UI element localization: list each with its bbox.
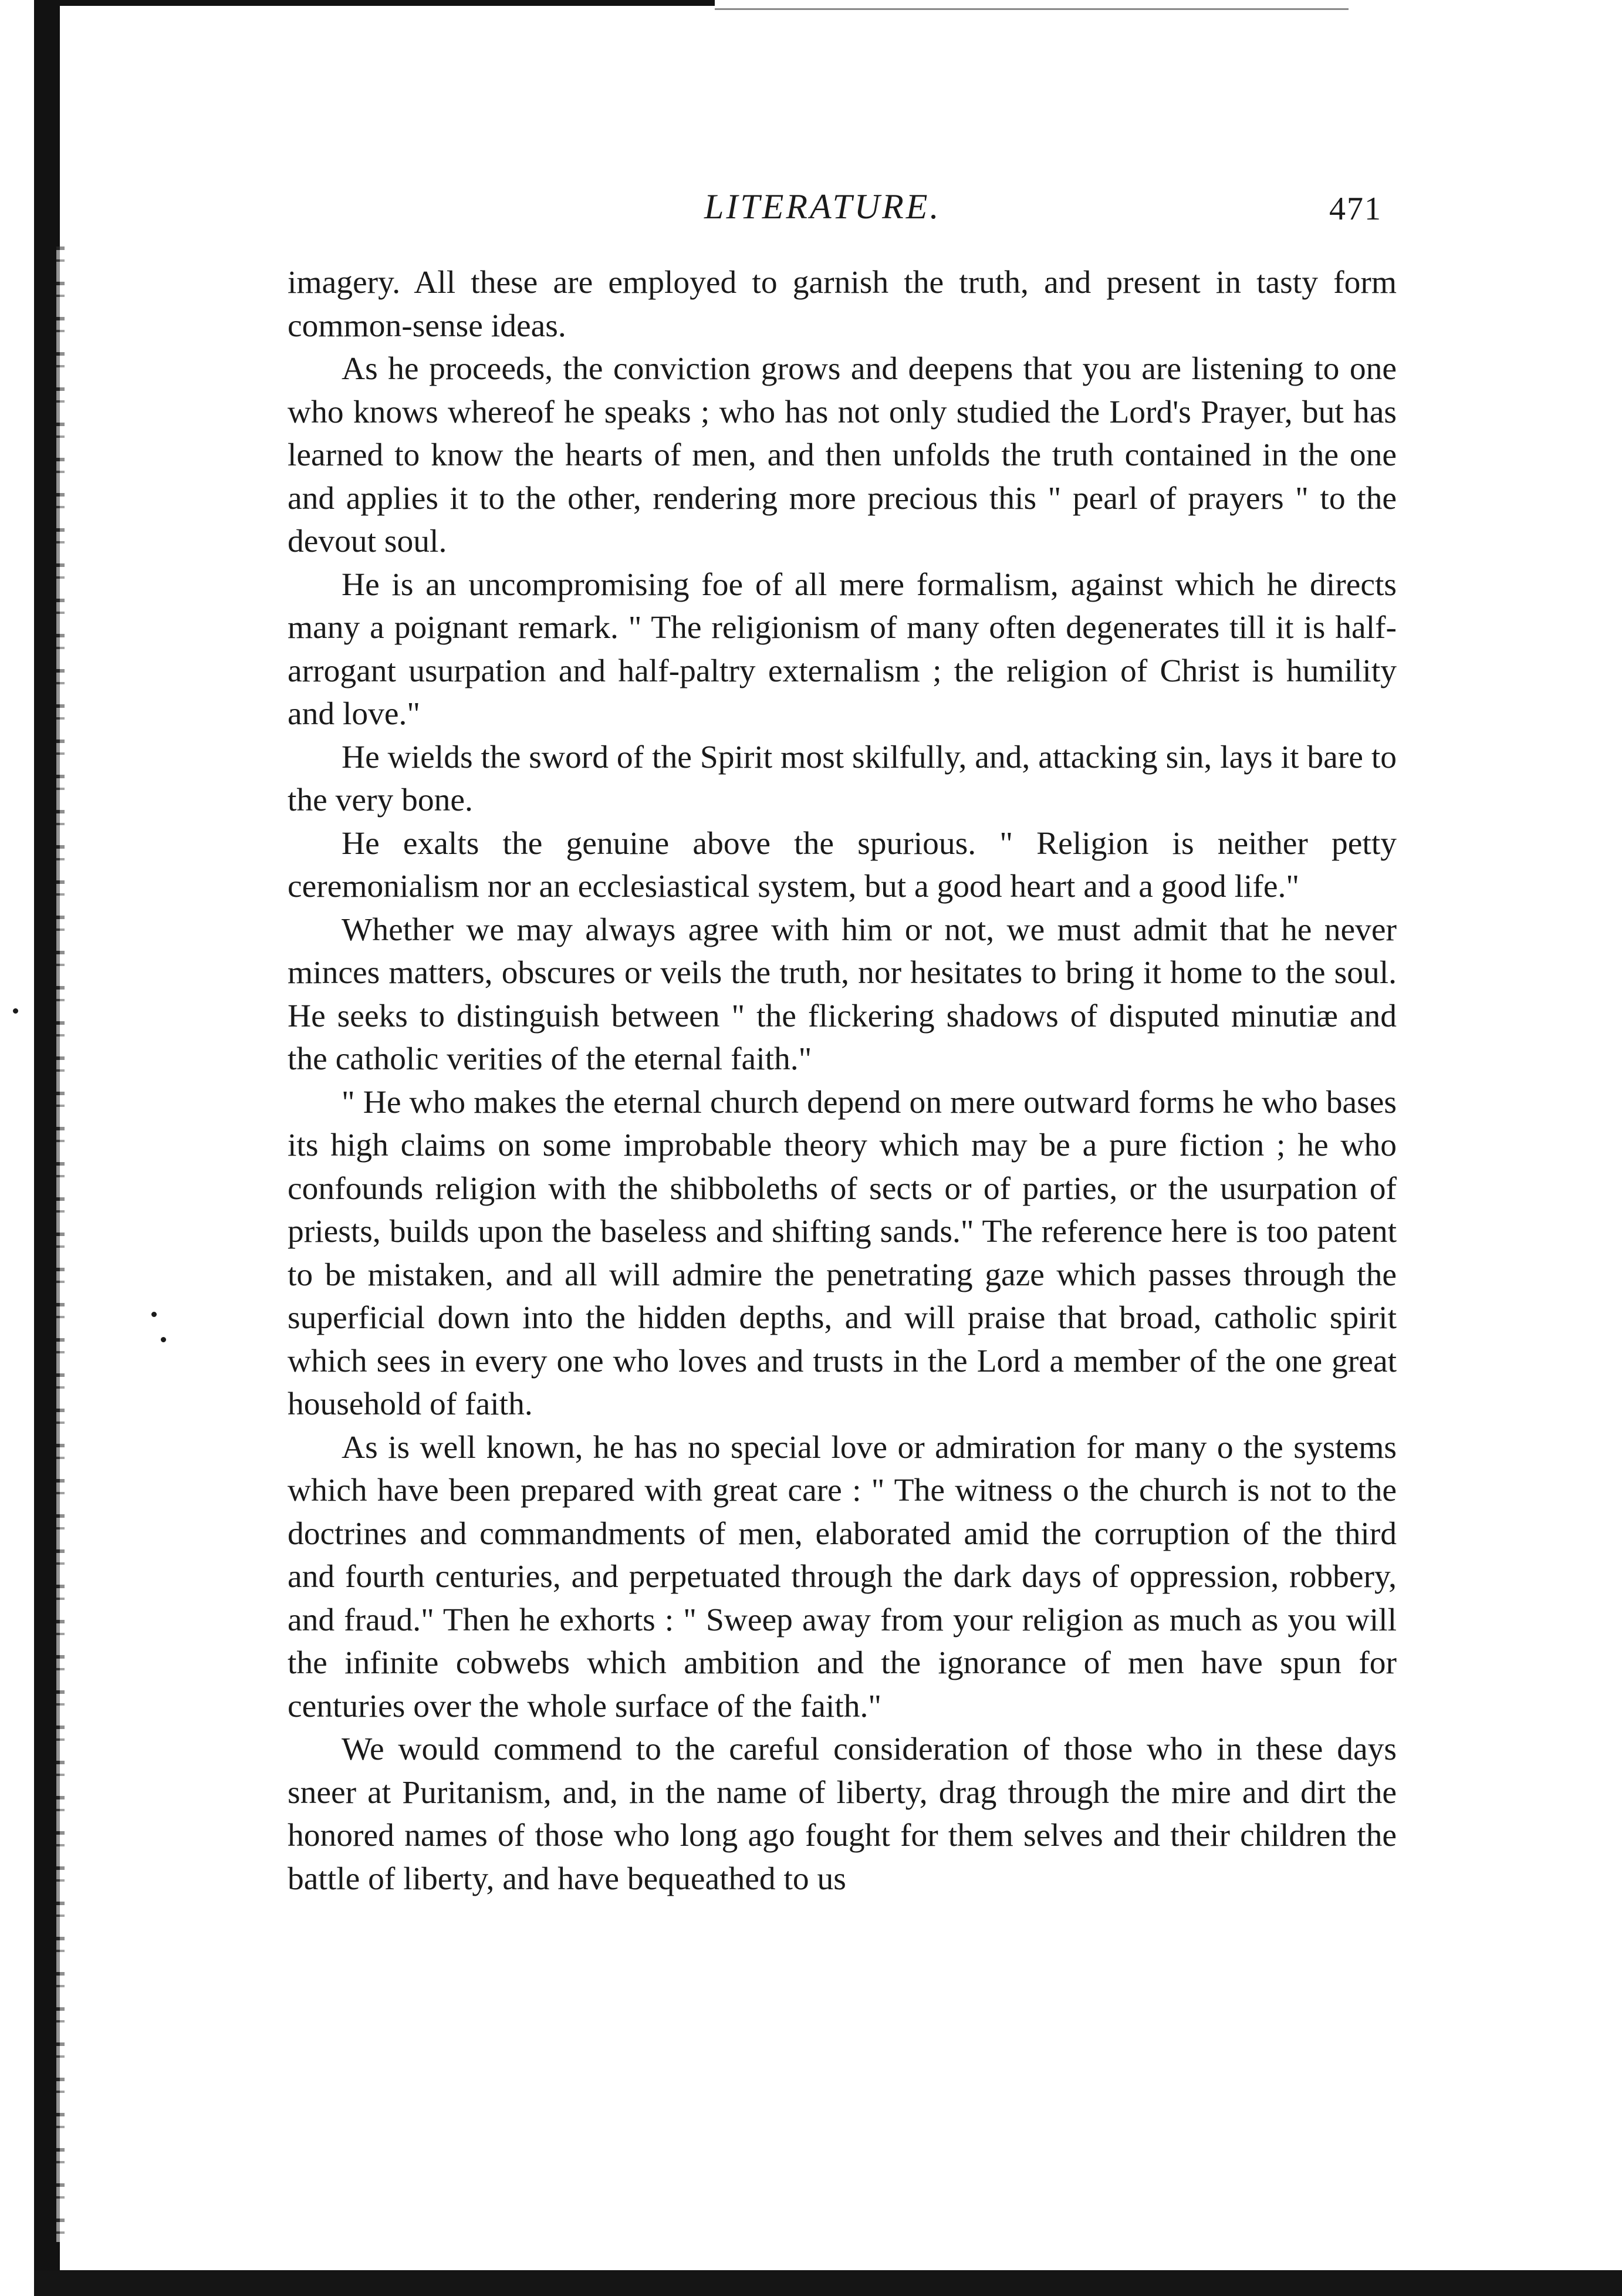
- paragraph: imagery. All these are employed to garnish the truth, and present in tasty form common-sense ideas.: [288, 265, 1397, 344]
- paragraph: " He who makes the eternal church depend on mere outward forms he who bases its high claims on some improbable theory which may be a pure fiction ; he who confounds religion with the shibboleths of sects or of parties, or the usurpation of priests, builds upon the baseless and shifting sands." The reference here is too patent to be mistaken, and all will admire the penetrating gaze which passes through the superficial down into the hidden depths, and will praise that broad, catholic spirit which sees in every one who loves and trusts in the Lord a member of the one great household of faith.: [288, 1084, 1397, 1422]
- running-head: [0, 187, 1622, 234]
- paragraph: He exalts the genuine above the spurious. " Religion is neither petty ceremonialism nor an ecclesiastical system, but a good heart and a good life.": [288, 825, 1397, 904]
- body-text: [288, 261, 1397, 1900]
- paragraph: As he proceeds, the conviction grows and deepens that you are listening to one who knows whereof he speaks ; who has not only studied the Lord's Prayer, but has learned to know the hearts of men, and then unfolds the truth contained in the one and applies it to the other, rendering more precious this " pearl of prayers " to the devout soul.: [288, 351, 1397, 559]
- scan-top-edge: [34, 0, 715, 6]
- paragraph: He wields the sword of the Spirit most skilfully, and, attacking sin, lays it bare to the very bone.: [288, 739, 1397, 818]
- paragraph: As is well known, he has no special love or admiration for many o the systems which have been prepared with great care : " The witness o the church is not to the doctrines and commandments of men, elaborated amid the corruption of the third and fourth centuries, and perpetuated through the dark days of oppression, robbery, and fraud." Then he exhorts : " Sweep away from your religion as much as you will the infinite cobwebs which ambition and the ignorance of men have spun for centuries over the whole surface of the faith.": [288, 1429, 1397, 1724]
- paragraph: He is an uncompromising foe of all mere formalism, against which he directs many a poignant remark. " The religionism of many often degenerates till it is half-arrogant usurpation and half-paltry externalism ; the religion of Christ is humility and love.": [288, 566, 1397, 732]
- page-number: 471: [1329, 191, 1382, 227]
- scan-top-faint-edge: [715, 8, 1349, 10]
- running-title: LITERATURE.: [704, 187, 941, 226]
- paragraph: We would commend to the careful consideration of those who in these days sneer at Puritanism, and, in the name of liberty, drag through the mire and dirt the honored names of those who long ago fought for them selves and their children the battle of liberty, and have bequeathed to us: [288, 1731, 1397, 1897]
- margin-speck: [13, 1008, 18, 1014]
- margin-speck: [151, 1312, 157, 1317]
- scan-bottom-edge: [34, 2270, 1622, 2296]
- binding-texture: [56, 247, 65, 2242]
- margin-speck: [161, 1337, 166, 1342]
- paragraph: Whether we may always agree with him or not, we must admit that he never minces matters, obscures or veils the truth, nor hesitates to bring it home to the soul. He seeks to distinguish between " the flickering shadows of disputed minutiæ and the catholic verities of the eternal faith.": [288, 911, 1397, 1077]
